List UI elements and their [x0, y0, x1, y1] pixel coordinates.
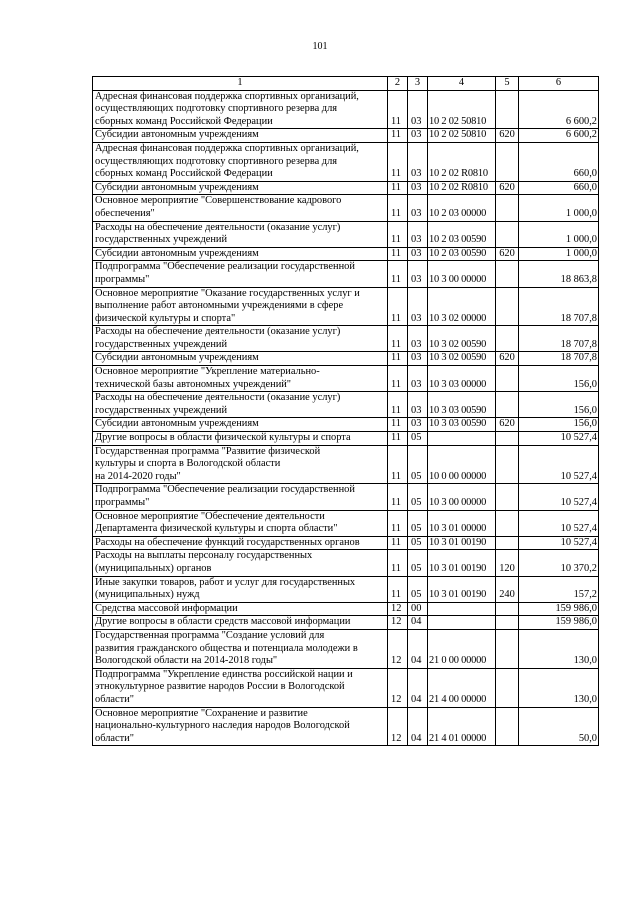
row-subsection: 03: [408, 129, 428, 143]
row-section: 11: [388, 261, 408, 287]
row-section: 11: [388, 181, 408, 195]
table-row: [93, 432, 599, 446]
table-row: [93, 142, 599, 181]
row-name: Подпрограмма "Обеспечение реализации государственной программы": [93, 261, 388, 287]
row-name: Основное мероприятие "Укрепление материально- технической базы автономных учреждений": [93, 366, 388, 392]
table-row: [93, 550, 599, 576]
row-section: 11: [388, 445, 408, 484]
row-name: Другие вопросы в области средств массовой информации: [93, 616, 388, 630]
row-expense-type: [496, 287, 519, 326]
row-target-article: 10 3 02 00000: [428, 287, 496, 326]
row-expense-type: [496, 221, 519, 247]
row-amount: 6 600,2: [519, 90, 599, 129]
header-col-expense-type: 5: [496, 77, 519, 91]
row-subsection: 03: [408, 90, 428, 129]
row-section: 11: [388, 418, 408, 432]
row-section: 11: [388, 129, 408, 143]
row-amount: 1 000,0: [519, 195, 599, 221]
row-target-article: 21 4 00 00000: [428, 668, 496, 707]
row-expense-type: 620: [496, 129, 519, 143]
table-row: [93, 366, 599, 392]
row-subsection: 03: [408, 181, 428, 195]
row-amount: 1 000,0: [519, 247, 599, 261]
row-target-article: 10 3 03 00590: [428, 392, 496, 418]
row-expense-type: 620: [496, 352, 519, 366]
row-amount: 50,0: [519, 707, 599, 746]
row-section: 11: [388, 326, 408, 352]
row-subsection: 05: [408, 432, 428, 446]
table-row: [93, 510, 599, 536]
row-name: Расходы на обеспечение деятельности (оказание услуг) государственных учреждений: [93, 392, 388, 418]
table-row: [93, 445, 599, 484]
row-subsection: 05: [408, 550, 428, 576]
table-row: [93, 707, 599, 746]
row-target-article: 10 2 02 50810: [428, 90, 496, 129]
row-name: Подпрограмма "Обеспечение реализации государственной программы": [93, 484, 388, 510]
table-row: [93, 629, 599, 668]
row-expense-type: 240: [496, 576, 519, 602]
row-subsection: 03: [408, 261, 428, 287]
row-amount: 159 986,0: [519, 602, 599, 616]
row-target-article: [428, 616, 496, 630]
row-target-article: 21 4 01 00000: [428, 707, 496, 746]
row-section: 12: [388, 602, 408, 616]
table-row: [93, 536, 599, 550]
row-section: 11: [388, 576, 408, 602]
row-amount: 157,2: [519, 576, 599, 602]
header-col-target-article: 4: [428, 77, 496, 91]
row-subsection: 03: [408, 326, 428, 352]
row-name: Адресная финансовая поддержка спортивных организаций, осуществляющих подготовку спортивного резерва для сборных команд Российской Федерации: [93, 142, 388, 181]
row-name: Расходы на обеспечение функций государственных органов: [93, 536, 388, 550]
table-row: [93, 221, 599, 247]
row-name: Иные закупки товаров, работ и услуг для государственных (муниципальных) нужд: [93, 576, 388, 602]
table-header-row: [93, 77, 599, 91]
row-section: 11: [388, 510, 408, 536]
row-subsection: 03: [408, 366, 428, 392]
row-amount: 18 707,8: [519, 352, 599, 366]
budget-table: [92, 76, 599, 746]
row-section: 11: [388, 550, 408, 576]
row-expense-type: 620: [496, 418, 519, 432]
table-row: [93, 576, 599, 602]
row-section: 11: [388, 221, 408, 247]
row-section: 11: [388, 484, 408, 510]
table-row: [93, 602, 599, 616]
row-section: 12: [388, 668, 408, 707]
row-expense-type: 120: [496, 550, 519, 576]
table-row: [93, 326, 599, 352]
row-subsection: 05: [408, 536, 428, 550]
table-row: [93, 668, 599, 707]
row-expense-type: [496, 392, 519, 418]
row-amount: 156,0: [519, 366, 599, 392]
row-target-article: 10 2 03 00000: [428, 195, 496, 221]
row-expense-type: [496, 326, 519, 352]
row-name: Основное мероприятие "Обеспечение деятельности Департамента физической культуры и спорта области": [93, 510, 388, 536]
row-expense-type: [496, 668, 519, 707]
row-section: 11: [388, 247, 408, 261]
row-name: Государственная программа "Развитие физической культуры и спорта в Вологодской области на 2014-2020 годы": [93, 445, 388, 484]
row-name: Расходы на выплаты персоналу государственных (муниципальных) органов: [93, 550, 388, 576]
row-amount: 156,0: [519, 418, 599, 432]
row-target-article: 10 3 02 00590: [428, 352, 496, 366]
row-amount: 130,0: [519, 668, 599, 707]
page-number: 101: [312, 41, 328, 52]
row-target-article: [428, 602, 496, 616]
row-expense-type: [496, 616, 519, 630]
row-expense-type: [496, 366, 519, 392]
row-amount: 10 527,4: [519, 536, 599, 550]
row-target-article: 10 3 01 00000: [428, 510, 496, 536]
row-expense-type: [496, 195, 519, 221]
table-row: [93, 247, 599, 261]
row-subsection: 03: [408, 418, 428, 432]
row-target-article: 10 3 01 00190: [428, 550, 496, 576]
row-expense-type: [496, 536, 519, 550]
row-section: 12: [388, 616, 408, 630]
table-row: [93, 181, 599, 195]
row-target-article: 21 0 00 00000: [428, 629, 496, 668]
row-subsection: 03: [408, 287, 428, 326]
row-name: Субсидии автономным учреждениям: [93, 181, 388, 195]
row-expense-type: [496, 602, 519, 616]
row-expense-type: 620: [496, 247, 519, 261]
row-name: Основное мероприятие "Совершенствование кадрового обеспечения": [93, 195, 388, 221]
row-amount: 10 527,4: [519, 510, 599, 536]
row-name: Расходы на обеспечение деятельности (оказание услуг) государственных учреждений: [93, 221, 388, 247]
row-subsection: 05: [408, 445, 428, 484]
row-amount: 18 707,8: [519, 287, 599, 326]
row-target-article: 10 2 03 00590: [428, 221, 496, 247]
row-expense-type: [496, 629, 519, 668]
row-amount: 10 527,4: [519, 445, 599, 484]
table-row: [93, 287, 599, 326]
row-section: 11: [388, 287, 408, 326]
row-section: 11: [388, 90, 408, 129]
table-body: [93, 90, 599, 746]
row-amount: 18 707,8: [519, 326, 599, 352]
row-name: Субсидии автономным учреждениям: [93, 247, 388, 261]
row-amount: 130,0: [519, 629, 599, 668]
row-name: Средства массовой информации: [93, 602, 388, 616]
row-subsection: 05: [408, 484, 428, 510]
row-amount: 159 986,0: [519, 616, 599, 630]
row-target-article: 10 3 02 00590: [428, 326, 496, 352]
table-row: [93, 352, 599, 366]
row-expense-type: [496, 445, 519, 484]
row-section: 12: [388, 707, 408, 746]
table-row: [93, 195, 599, 221]
row-section: 11: [388, 142, 408, 181]
row-subsection: 05: [408, 576, 428, 602]
row-section: 11: [388, 366, 408, 392]
row-amount: 660,0: [519, 142, 599, 181]
row-target-article: 10 3 03 00000: [428, 366, 496, 392]
row-target-article: 10 2 02 R0810: [428, 142, 496, 181]
table-row: [93, 418, 599, 432]
row-subsection: 00: [408, 602, 428, 616]
row-section: 11: [388, 392, 408, 418]
row-subsection: 03: [408, 195, 428, 221]
row-subsection: 03: [408, 352, 428, 366]
row-target-article: 10 3 01 00190: [428, 536, 496, 550]
row-section: 12: [388, 629, 408, 668]
row-name: Основное мероприятие "Оказание государственных услуг и выполнение работ автономными учреждениями в сфере физической культуры и спорта": [93, 287, 388, 326]
row-name: Государственная программа "Создание условий для развития гражданского общества и потенциала молодежи в Вологодской области на 2014-2018 годы": [93, 629, 388, 668]
row-name: Другие вопросы в области физической культуры и спорта: [93, 432, 388, 446]
table-row: [93, 90, 599, 129]
row-expense-type: [496, 707, 519, 746]
row-target-article: 10 2 03 00590: [428, 247, 496, 261]
row-amount: 18 863,8: [519, 261, 599, 287]
row-name: Субсидии автономным учреждениям: [93, 418, 388, 432]
row-name: Подпрограмма "Укрепление единства российской нации и этнокультурное развитие народов России в Вологодской области": [93, 668, 388, 707]
row-target-article: 10 3 01 00190: [428, 576, 496, 602]
row-subsection: 04: [408, 707, 428, 746]
row-amount: 10 527,4: [519, 432, 599, 446]
row-expense-type: [496, 510, 519, 536]
row-target-article: [428, 432, 496, 446]
row-target-article: 10 0 00 00000: [428, 445, 496, 484]
row-subsection: 04: [408, 668, 428, 707]
row-target-article: 10 3 03 00590: [428, 418, 496, 432]
row-section: 11: [388, 536, 408, 550]
row-section: 11: [388, 432, 408, 446]
row-target-article: 10 2 02 50810: [428, 129, 496, 143]
table-row: [93, 484, 599, 510]
row-section: 11: [388, 352, 408, 366]
row-amount: 156,0: [519, 392, 599, 418]
row-amount: 10 370,2: [519, 550, 599, 576]
row-target-article: 10 3 00 00000: [428, 484, 496, 510]
row-target-article: 10 3 00 00000: [428, 261, 496, 287]
header-col-name: 1: [93, 77, 388, 91]
table-row: [93, 392, 599, 418]
row-expense-type: [496, 261, 519, 287]
header-col-amount: 6: [519, 77, 599, 91]
row-name: Основное мероприятие "Сохранение и развитие национально-культурного наследия народов Вологодской области": [93, 707, 388, 746]
row-name: Субсидии автономным учреждениям: [93, 129, 388, 143]
header-col-section: 2: [388, 77, 408, 91]
row-amount: 6 600,2: [519, 129, 599, 143]
row-expense-type: [496, 142, 519, 181]
row-subsection: 04: [408, 616, 428, 630]
table-row: [93, 616, 599, 630]
row-subsection: 03: [408, 221, 428, 247]
row-subsection: 05: [408, 510, 428, 536]
row-subsection: 03: [408, 392, 428, 418]
row-expense-type: [496, 432, 519, 446]
row-name: Расходы на обеспечение деятельности (оказание услуг) государственных учреждений: [93, 326, 388, 352]
row-subsection: 03: [408, 142, 428, 181]
row-expense-type: [496, 90, 519, 129]
table-row: [93, 261, 599, 287]
row-amount: 1 000,0: [519, 221, 599, 247]
row-expense-type: [496, 484, 519, 510]
row-name: Субсидии автономным учреждениям: [93, 352, 388, 366]
row-name: Адресная финансовая поддержка спортивных организаций, осуществляющих подготовку спортивного резерва для сборных команд Российской Федерации: [93, 90, 388, 129]
header-col-subsection: 3: [408, 77, 428, 91]
row-subsection: 03: [408, 247, 428, 261]
row-section: 11: [388, 195, 408, 221]
row-target-article: 10 2 02 R0810: [428, 181, 496, 195]
row-amount: 10 527,4: [519, 484, 599, 510]
row-subsection: 04: [408, 629, 428, 668]
row-expense-type: 620: [496, 181, 519, 195]
table-row: [93, 129, 599, 143]
row-amount: 660,0: [519, 181, 599, 195]
